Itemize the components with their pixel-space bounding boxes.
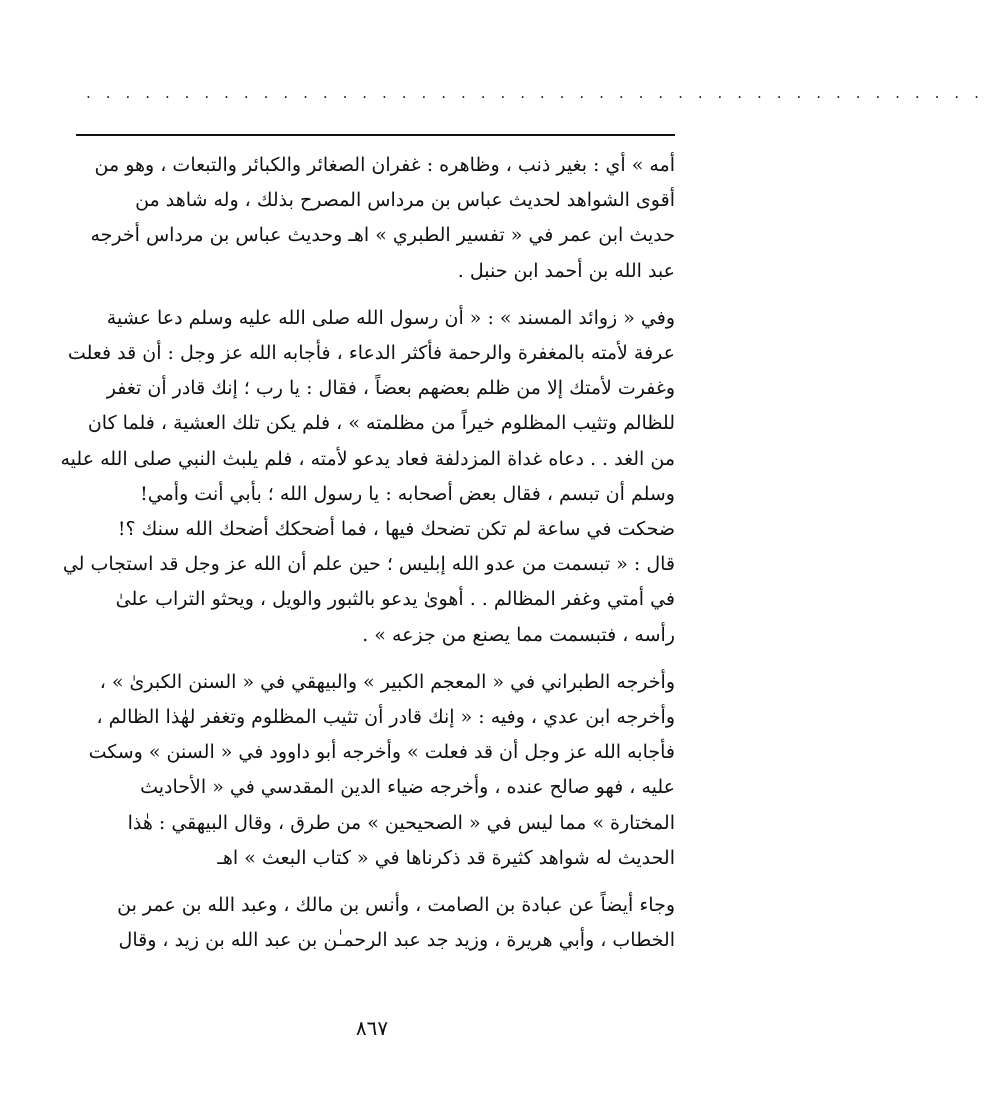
horizontal-rule xyxy=(76,134,675,136)
text-line: للظالم وتثيب المظلوم خيراً من مظلمته » ، فلم يكن تلك العشية ، فلما كان xyxy=(87,412,675,435)
text-line: المختارة » مما ليس في « الصحيحين » من طرق ، وقال البيهقي : هٰذا xyxy=(127,811,675,834)
paragraph-1 xyxy=(76,148,675,289)
text-line: رأسه ، فتبسمت مما يصنع من جزعه » . xyxy=(362,623,675,646)
text-line: عرفة لأمته بالمغفرة والرحمة فأكثر الدعاء ، فأجابه الله عز وجل : أن قد فعلت xyxy=(67,342,675,365)
text-line: الخطاب ، وأبي هريرة ، وزيد جد عبد الرحمـٰن بن عبد الله بن زيد ، وقال xyxy=(118,929,675,952)
text-line: أقوى الشواهد لحديث عباس بن مرداس المصرح بذلك ، وله شاهد من xyxy=(135,189,675,212)
text-line: قال : « تبسمت من عدو الله إبليس ؛ حين علم أن الله عز وجل قد استجاب لي xyxy=(62,553,675,576)
text-line: فأجابه الله عز وجل أن قد فعلت » وأخرجه أبو داوود في « السنن » وسكت xyxy=(88,741,675,764)
paragraph-gap xyxy=(76,653,675,665)
text-line: في أمتي وغفر المظالم . . أهوىٰ يدعو بالثبور والويل ، ويحثو التراب علىٰ xyxy=(115,588,675,611)
paragraph-gap xyxy=(76,876,675,888)
text-line: ضحكت في ساعة لم تكن تضحك فيها ، فما أضحكك أضحك الله سنك ؟! xyxy=(117,518,675,541)
body-text xyxy=(60,148,675,958)
text-line: وغفرت لأمتك إلا من ظلم بعضهم بعضاً ، فقال : يا رب ؛ إنك قادر أن تغفر xyxy=(106,377,675,400)
paragraph-4 xyxy=(76,888,675,958)
text-line: من الغد . . دعاه غداة المزدلفة فعاد يدعو لأمته ، فلم يلبث النبي صلى الله عليه xyxy=(60,447,675,470)
text-line: عليه ، فهو صالح عنده ، وأخرجه ضياء الدين المقدسي في « الأحاديث xyxy=(140,776,675,799)
paragraph-3 xyxy=(76,665,675,876)
page-number: ٨٦٧ xyxy=(355,1016,389,1040)
text-line: وأخرجه الطبراني في « المعجم الكبير » والبيهقي في « السنن الكبرىٰ » ، xyxy=(99,670,675,693)
paragraph-2 xyxy=(60,301,675,653)
text-line: وسلم أن تبسم ، فقال بعض أصحابه : يا رسول الله ؛ بأبي أنت وأمي! xyxy=(140,482,675,505)
text-line: وفي « زوائد المسند » : « أن رسول الله صلى الله عليه وسلم دعا عشية xyxy=(106,306,675,329)
text-line: أمه » أي : بغير ذنب ، وظاهره : غفران الصغائر والكبائر والتبعات ، وهو من xyxy=(94,154,675,176)
text-line: وجاء أيضاً عن عبادة بن الصامت ، وأنس بن مالك ، وعبد الله بن عمر بن xyxy=(117,894,675,917)
footnote-separator-dots: . . . . . . . . . . . . . . . . . . . . . . . . . . . . . . . . . . . . . . . . . . . . . . xyxy=(86,84,984,102)
paragraph-gap xyxy=(76,289,675,301)
text-line: وأخرجه ابن عدي ، وفيه : « إنك قادر أن تثيب المظلوم وتغفر لهٰذا الظالم ، xyxy=(96,706,675,729)
text-line: حديث ابن عمر في « تفسير الطبري » اهـ وحديث عباس بن مرداس أخرجه xyxy=(90,224,675,247)
text-line: الحديث له شواهد كثيرة قد ذكرناها في « كتاب البعث » اهـ xyxy=(217,846,675,869)
text-line: عبد الله بن أحمد ابن حنبل . xyxy=(457,259,675,282)
